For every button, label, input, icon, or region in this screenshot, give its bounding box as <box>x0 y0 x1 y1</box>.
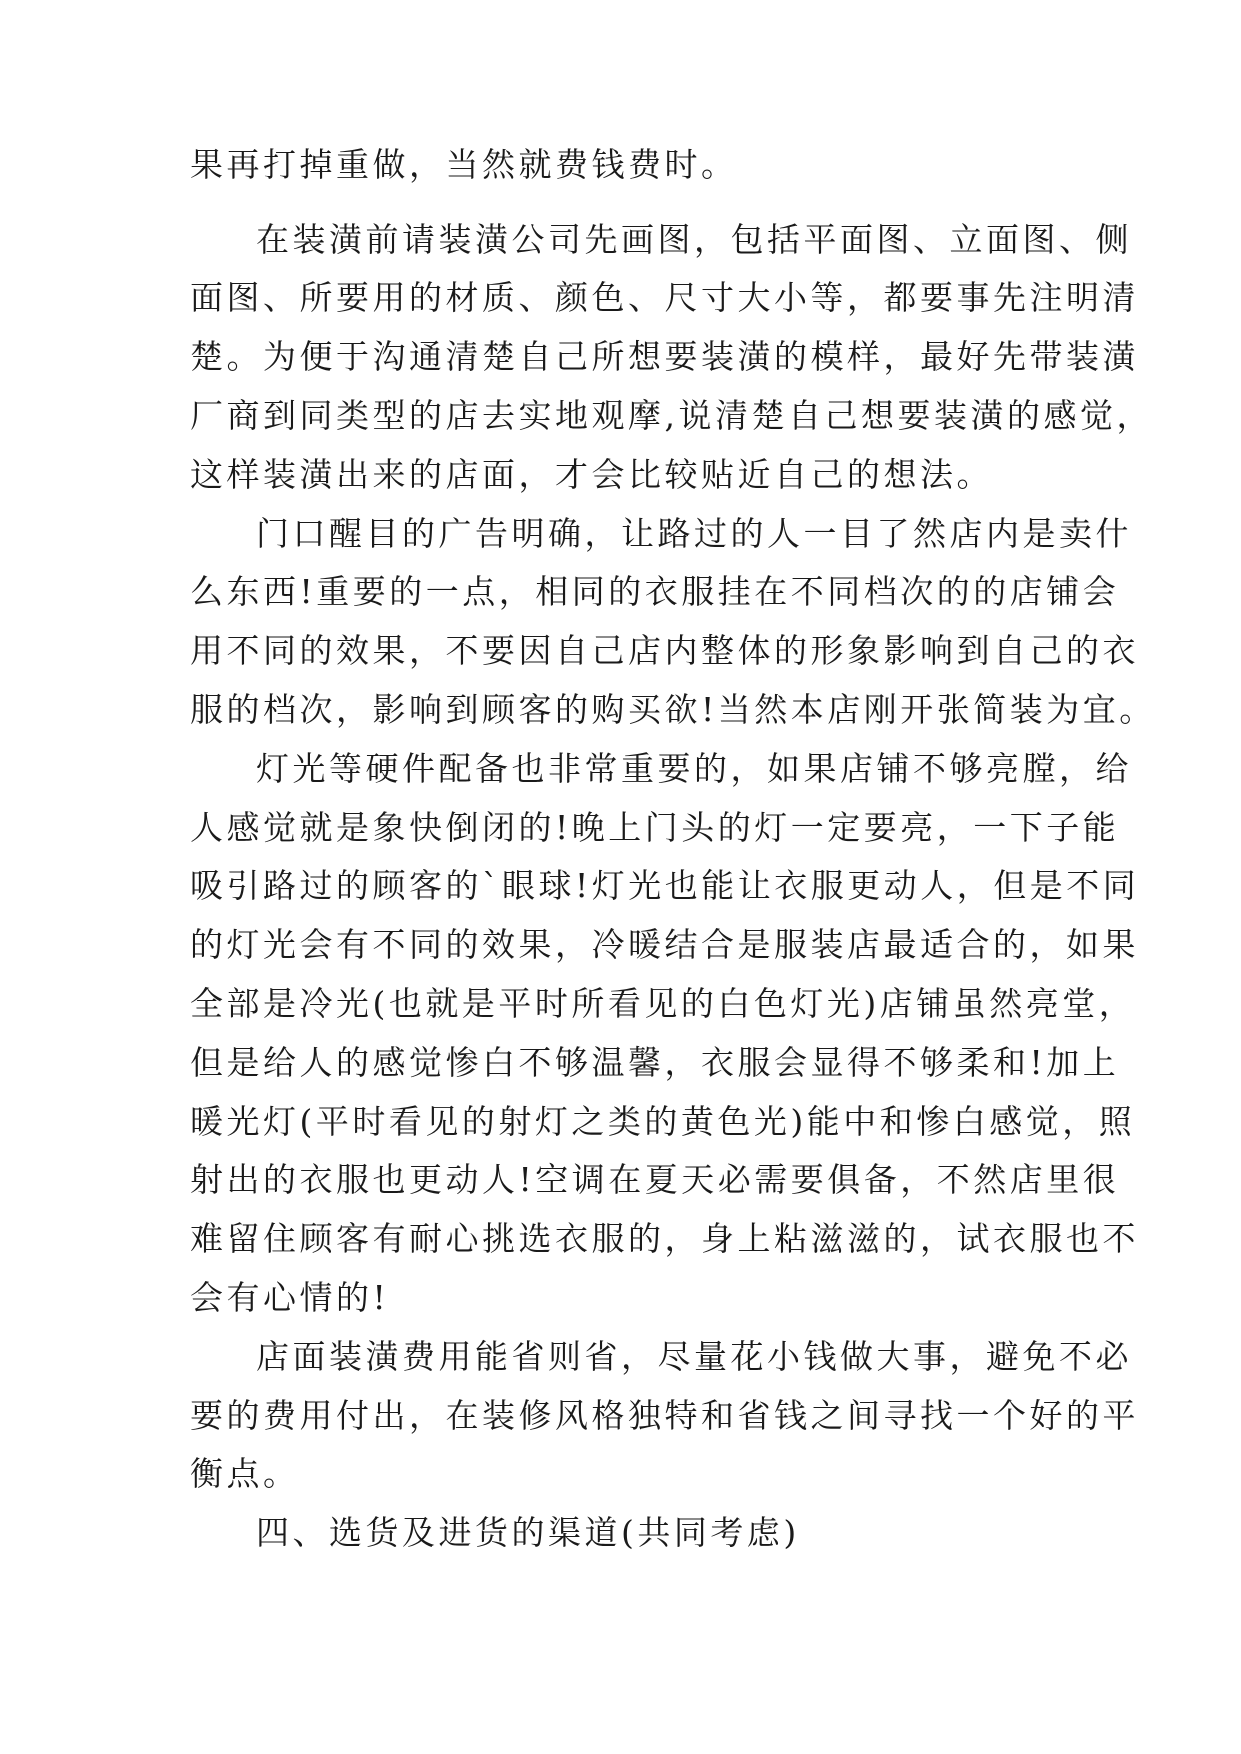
text-line: 这样装潢出来的店面，才会比较贴近自己的想法。 <box>190 455 993 494</box>
paragraph-first-line: 在装潢前请装潢公司先画图，包括平面图、立面图、侧 <box>256 220 1132 259</box>
text-line: 用不同的效果，不要因自己店内整体的形象影响到自己的衣 <box>190 631 1139 670</box>
text-line: 难留住顾客有耐心挑选衣服的，身上粘滋滋的，试衣服也不 <box>190 1219 1139 1258</box>
text-line: 么东西!重要的一点，相同的衣服挂在不同档次的的店铺会 <box>190 572 1120 611</box>
text-line: 要的费用付出，在装修风格独特和省钱之间寻找一个好的平 <box>190 1396 1139 1435</box>
paragraph-first-line: 门口醒目的广告明确，让路过的人一目了然店内是卖什 <box>256 514 1132 553</box>
text-line: 的灯光会有不同的效果，冷暖结合是服装店最适合的，如果 <box>190 925 1139 964</box>
text-line: 人感觉就是象快倒闭的!晚上门头的灯一定要亮，一下子能 <box>190 808 1120 847</box>
text-line: 全部是冷光(也就是平时所看见的白色灯光)店铺虽然亮堂， <box>190 984 1136 1023</box>
text-line: 吸引路过的顾客的`眼球!灯光也能让衣服更动人，但是不同 <box>190 866 1140 905</box>
paragraph-first-line: 灯光等硬件配备也非常重要的，如果店铺不够亮膛，给 <box>256 749 1132 788</box>
text-line: 服的档次，影响到顾客的购买欲!当然本店刚开张简装为宜。 <box>190 690 1156 729</box>
text-line: 厂商到同类型的店去实地观摩,说清楚自己想要装潢的感觉， <box>190 396 1153 435</box>
text-line: 楚。为便于沟通清楚自己所想要装潢的模样，最好先带装潢 <box>190 337 1139 376</box>
text-line: 会有心情的! <box>190 1278 390 1317</box>
text-line: 射出的衣服也更动人!空调在夏天必需要俱备，不然店里很 <box>190 1160 1120 1199</box>
text-line: 果再打掉重做，当然就费钱费时。 <box>190 145 738 184</box>
text-line: 面图、所要用的材质、颜色、尺寸大小等，都要事先注明清 <box>190 278 1139 317</box>
text-line: 暖光灯(平时看见的射灯之类的黄色光)能中和惨白感觉，照 <box>190 1102 1136 1141</box>
text-line: 衡点。 <box>190 1454 300 1493</box>
paragraph-first-line: 店面装潢费用能省则省，尽量花小钱做大事，避免不必 <box>256 1337 1132 1376</box>
text-line: 但是给人的感觉惨白不够温馨，衣服会显得不够柔和!加上 <box>190 1043 1120 1082</box>
section-heading: 四、选货及进货的渠道(共同考虑) <box>256 1513 800 1552</box>
